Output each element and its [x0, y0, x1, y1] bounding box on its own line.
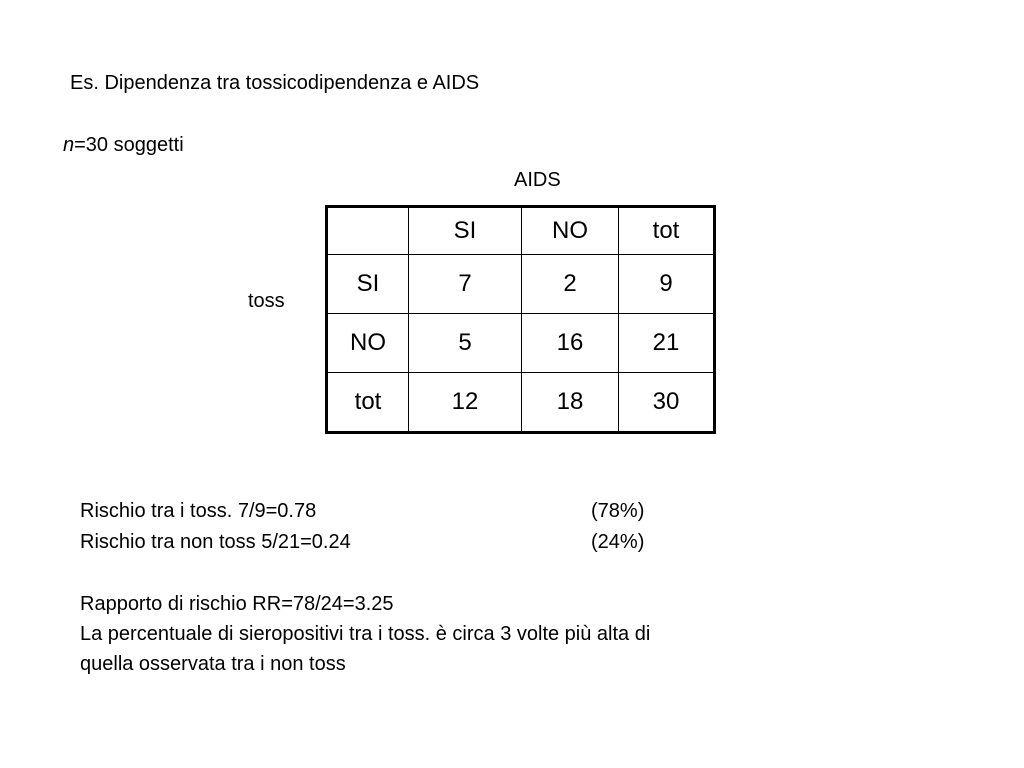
- table-row-title: toss: [248, 290, 285, 312]
- table-corner-cell: [327, 207, 409, 255]
- table-cell: 5: [409, 314, 522, 373]
- table-cell: 18: [522, 373, 619, 433]
- risk-exposed-percent: (78%): [591, 500, 645, 522]
- sample-size-symbol: n: [63, 134, 75, 156]
- table-header-cell: tot: [619, 207, 715, 255]
- table-cell: 12: [409, 373, 522, 433]
- risk-exposed-line: Rischio tra i toss. 7/9=0.78: [80, 500, 317, 522]
- table-row: [327, 373, 715, 433]
- table-row-label: tot: [327, 373, 409, 433]
- table-cell: 9: [619, 255, 715, 314]
- sample-size-text: =30 soggetti: [74, 134, 184, 156]
- table-header-row: [327, 207, 715, 255]
- table-cell: 21: [619, 314, 715, 373]
- table-cell: 16: [522, 314, 619, 373]
- risk-unexposed-line: Rischio tra non toss 5/21=0.24: [80, 531, 351, 553]
- relative-risk-line: Rapporto di rischio RR=78/24=3.25: [80, 593, 394, 615]
- conclusion-line: quella osservata tra i non toss: [80, 653, 346, 675]
- table-header-cell: SI: [409, 207, 522, 255]
- table-cell: 30: [619, 373, 715, 433]
- table-column-title: AIDS: [514, 169, 561, 191]
- table-row-label: NO: [327, 314, 409, 373]
- table-header-cell: NO: [522, 207, 619, 255]
- table-row: [327, 255, 715, 314]
- conclusion-line: La percentuale di sieropositivi tra i toss. è circa 3 volte più alta di: [80, 623, 651, 645]
- page-title: Es. Dipendenza tra tossicodipendenza e AIDS: [70, 72, 480, 94]
- table-row: [327, 314, 715, 373]
- table-cell: 2: [522, 255, 619, 314]
- contingency-table: [325, 205, 716, 434]
- table-cell: 7: [409, 255, 522, 314]
- sample-size: [63, 133, 184, 157]
- table-row-label: SI: [327, 255, 409, 314]
- risk-unexposed-percent: (24%): [591, 531, 645, 553]
